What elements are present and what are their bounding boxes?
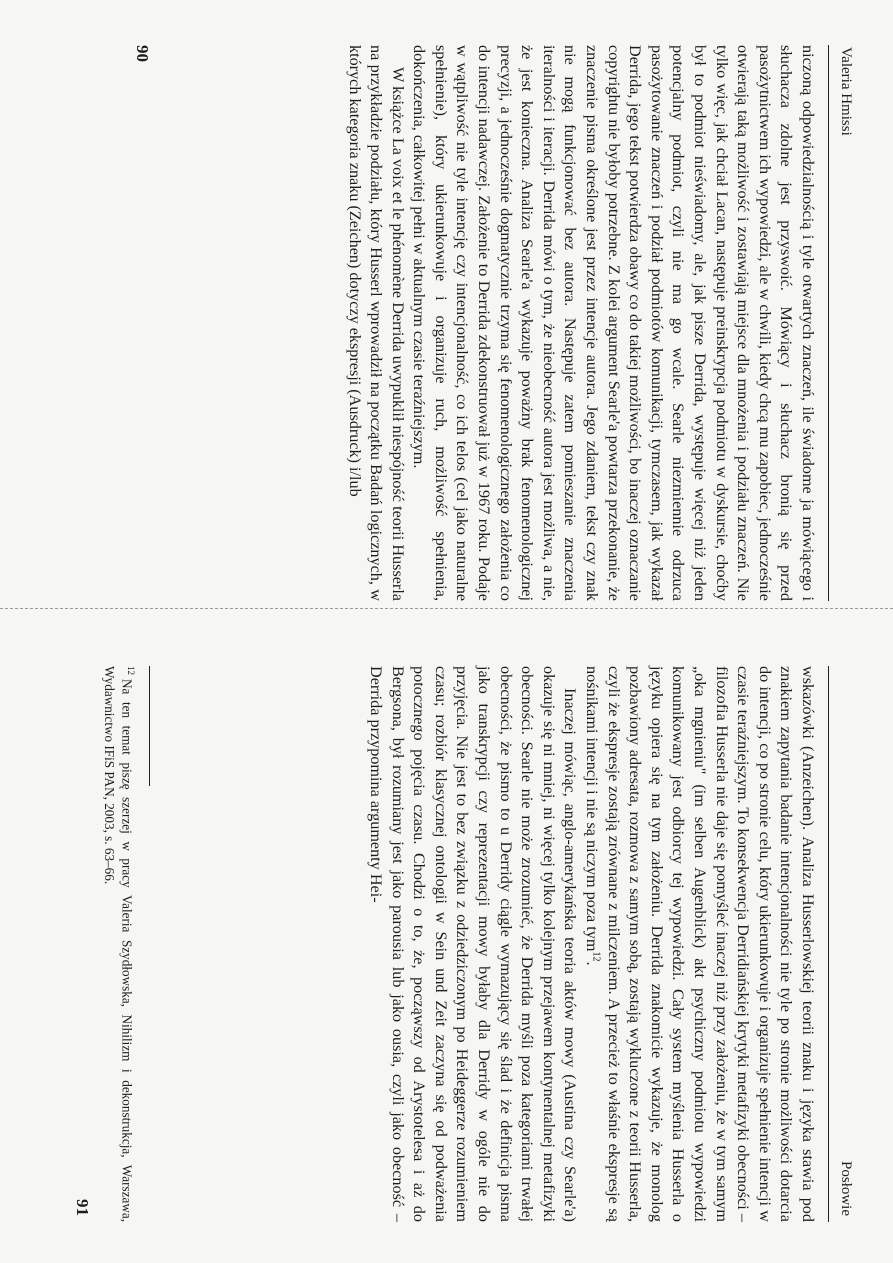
body-paragraph: niczoną odpowiedzialnością i tyle otwartych znaczeń, ile świadome ja mówiącego i słuchacza zdolne jest przyswoić. Mówiący i słuchacz bronią się przed pasożytnictwem ich wypowiedzi, ale w chwili, kiedy chcą mu zapobiec, jednocześnie otwierają taką możliwość i zostawiają miejsce dla mnożenia i podziału znaczeń. Nie tylko więc, jak chciał Lacan, następuje preinskrypcja podmiotu w dyskursie, choćby był to podmiot nieświadomy, ale, jak pisze Derrida, występuje więcej niż jeden potencjalny podmiot, czyli nie ma go wcale. Searle niezmiennie odrzuca pasożytowanie znaczeń i podział podmiotów komunikacji, tymczasem, jak wykazał Derrida, jego tekst potwierdza obawy co do takiej możliwości, bo inaczej oznaczanie copyrightu nie byłoby potrzebne. Z kolei argument Searle'a powtarza przekonanie, że znaczenie pisma określone jest przez intencje autora. Jego zdaniem, tekst czy znak nie mogą funkcjonować bez autora. Następuje zatem pomieszanie znaczenia iteralności i iteracji. Derrida mówi o tym, że nieobecność autora jest możliwa, a nie, że jest konieczna. Analiza Searle'a wykazuje poważny brak fenomenologicznej precyzji, a jednocześnie dogmatycznie trzyma się fenomenologicznego założenia co do intencji nadawczej. Założenie to Derrida zdekonstruował już w 1967 roku. Podaje w wątpliwość nie tyle intencję czy intencjonalność, co ich telos (cel jako naturalne spełnienie), który ukierunkowuje i organizuje ruch, możliwość spełnienia, dokończenia, całkowitej pełni w aktualnym czasie teraźniejszym. (410, 45, 817, 601)
page-body (343, 45, 818, 601)
body-paragraph: Inaczej mówiąc, anglo-amerykańska teoria aktów mowy (Austina czy Searle'a) okazuje się ni mniej, ni więcej tylko kolejnym przejawem kontynentalnej metafizyki obecności. Searle nie może zrozumieć, że Derrida myśli poza kategoriami trwałej obecności, że pismo to u Derridy ciągle wymazujący się ślad i że definicja pisma jako transkrypcji czy reprezentacji mowy byłaby dla Derridy w ogóle nie do przyjęcia. Nie jest to bez związku z odziedziczonym po Heideggerze rozumieniem czasu; rozbiór klasycznej ontologii w Sein und Zeit zaczyna się od podważenia potocznego pojęcia czasu. Chodzi o to, że, począwszy od Arystotelesa i aż do Bergsona, był rozumiany jest jako parousia lub jako ousia, czyli jako obecność – Derrida przypomina argumenty Hei- (367, 666, 580, 1222)
paragraph-text: wskazówki (Anzeichen). Analiza Husserlowskiej teorii znaku i języka stawia pod znakiem zapytania badanie intencjonalności nie tyle po stronie możliwości dotarcia do intencji, co po stronie celu, który ukierunkowuje i organizuje spełnienie intencji w czasie teraźniejszym. To konsekwencja Derridiańskiej krytyki metafizyki obecności – filozofia Husserla nie daje się pomyśleć inaczej niż przy założeniu, że w tym samym „oka mgnieniu" (im selben Augenblick) akt psychiczny podmiotu wypowiedzi komunikowany jest odbiorcy tej wypowiedzi. Cały system myślenia Husserla o języku opiera się na tym założeniu. Derrida znakomicie wykazuje, że monolog pozbawiony adresata, rozmowa z samym sobą, zostają wykluczone z teorii Husserla, czyli że ekspresje zostają zrównane z milczeniem. A przecież to właśnie ekspresje są nośnikami intencji i nie są niczym poza tym (583, 666, 817, 1222)
footnote-marker: 12 (590, 951, 602, 962)
right-page (32, 636, 862, 1236)
footnote (100, 666, 140, 1222)
footnote-rule (149, 666, 150, 786)
page-body (365, 666, 818, 1222)
body-paragraph: wskazówki (Anzeichen). Analiza Husserlowskiej teorii znaku i języka stawia pod znakiem zapytania badanie intencjonalności nie tyle po stronie możliwości dotarcia do intencji, co po stronie celu, który ukierunkowuje i organizuje spełnienie intencji w czasie teraźniejszym. To konsekwencja Derridiańskiej krytyki metafizyki obecności – filozofia Husserla nie daje się pomyśleć inaczej niż przy założeniu, że w tym samym „oka mgnieniu" (im selben Augenblick) akt psychiczny podmiotu wypowiedzi komunikowany jest odbiorcy tej wypowiedzi. Cały system myślenia Husserla o języku opiera się na tym założeniu. Derrida znakomicie wykazuje, że monolog pozbawiony adresata, rozmowa z samym sobą, zostają wykluczone z teorii Husserla, czyli że ekspresje zostają zrównane z milczeniem. A przecież to właśnie ekspresje są nośnikami intencji i nie są niczym poza tym$^{12}$. (583, 666, 817, 1222)
header-rule (828, 666, 829, 1222)
body-paragraph: W książce La voix et le phénomène Derrida uwypuklił niespójność teorii Husserla na przykładzie podziału, który Husserl wprowadził na początku Badań logicznych, w których kategoria znaku (Zeichen) dotyczy ekspresji (Ausdruck) i/lub (345, 45, 407, 601)
running-head (834, 636, 854, 1236)
footnote-text: Na ten temat piszę szerzej w pracy Valeria Szydłowska, Nihilizm i dekonstrukcja, Warszawa, Wydawnictwo IFiS PAN, 2003, s. 63–66. (101, 666, 135, 1222)
page-number: 90 (133, 45, 152, 62)
header-rule (828, 45, 829, 601)
footnote-number: 12 (126, 666, 136, 675)
left-page (32, 15, 862, 615)
running-head-section: Posłowie (838, 1160, 854, 1216)
page-number: 91 (73, 1199, 92, 1216)
running-head (834, 15, 854, 615)
running-head-author: Valeria Hmissi (838, 47, 854, 136)
page-gutter (0, 608, 893, 609)
